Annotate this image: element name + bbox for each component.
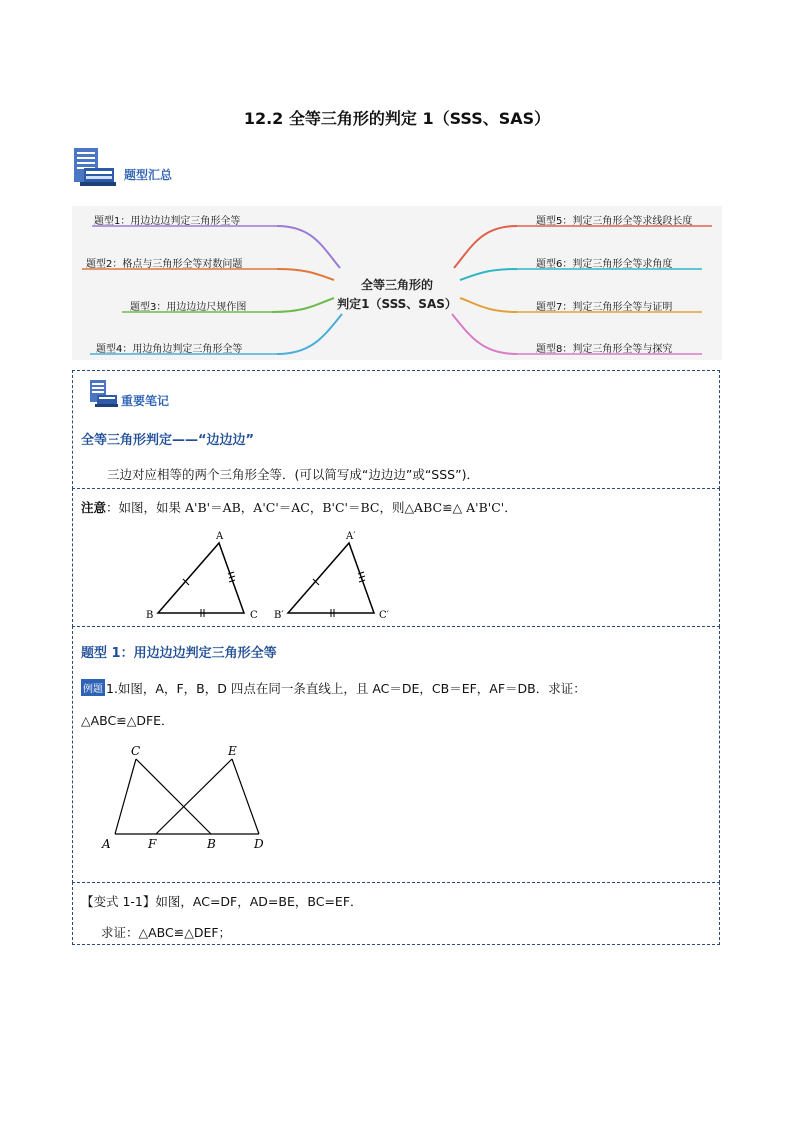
type1-box bbox=[72, 626, 720, 883]
fig3-label-a: A bbox=[102, 837, 111, 851]
fig1-label-b: B bbox=[146, 610, 154, 621]
congruent-triangles-figure bbox=[143, 529, 403, 621]
collinear-points-figure bbox=[101, 741, 276, 853]
variant-box bbox=[72, 882, 720, 945]
fig3-label-f: F bbox=[148, 837, 157, 851]
mind-map-center-line1: 全等三角形的 bbox=[360, 278, 433, 292]
mind-map-item-type3: 题型3：用边边边尺规作图 bbox=[130, 302, 247, 313]
book-stack-icon bbox=[72, 146, 118, 188]
notes-header bbox=[89, 379, 199, 409]
variant-line1: 【变式 1-1】如图，AC=DF，AD=BE，BC=EF． bbox=[81, 894, 363, 909]
fig2-label-c: C′ bbox=[379, 610, 389, 621]
fig3-label-c: C bbox=[131, 744, 141, 758]
book-stack-icon bbox=[89, 379, 119, 409]
attention-prefix: 注意 bbox=[81, 500, 107, 515]
mind-map-center-line2: 判定1（SSS、SAS） bbox=[337, 297, 457, 311]
fig3-label-b: B bbox=[207, 837, 216, 851]
fig3-label-e: E bbox=[228, 744, 237, 758]
type1-heading: 题型 1：用边边边判定三角形全等 bbox=[81, 646, 277, 661]
section-header-summary bbox=[72, 146, 212, 188]
mind-map-item-type1: 题型1：用边边边判定三角形全等 bbox=[94, 216, 241, 227]
mind-map bbox=[72, 206, 722, 360]
notes-label: 重要笔记 bbox=[121, 394, 170, 408]
fig2-label-b: B′ bbox=[274, 610, 284, 621]
notes-box bbox=[72, 370, 720, 489]
notes-heading: 全等三角形判定——“边边边” bbox=[81, 433, 255, 448]
mind-map-item-type6: 题型6：判定三角形全等求角度 bbox=[536, 259, 673, 270]
fig1-label-c: C bbox=[250, 610, 258, 621]
fig2-label-a: A′ bbox=[346, 531, 356, 542]
attention-box bbox=[72, 488, 720, 627]
attention-line bbox=[81, 498, 517, 516]
fig1-label-a: A bbox=[216, 531, 224, 542]
type1-problem-line1 bbox=[81, 679, 586, 697]
mind-map-center bbox=[322, 276, 472, 314]
mind-map-item-type2: 题型2：格点与三角形全等对数问题 bbox=[86, 259, 243, 270]
type1-problem-text: 1.如图，A，F，B，D 四点在同一条直线上，且 AC＝DE，CB＝EF，AF＝DB．求证： bbox=[106, 681, 586, 696]
mind-map-item-type5: 题型5：判定三角形全等求线段长度 bbox=[536, 216, 693, 227]
example-badge: 例题 bbox=[81, 679, 105, 696]
attention-text: ：如图，如果 A'B'＝AB，A'C'＝AC，B'C'＝BC，则△ABC≌△ A'B'C'． bbox=[106, 500, 517, 515]
fig3-label-d: D bbox=[254, 837, 264, 851]
variant-line2: 求证：△ABC≌△DEF； bbox=[101, 925, 232, 940]
mind-map-item-type8: 题型8：判定三角形全等与探究 bbox=[536, 344, 673, 355]
mind-map-item-type7: 题型7：判定三角形全等与证明 bbox=[536, 302, 673, 313]
mind-map-item-type4: 题型4：用边角边判定三角形全等 bbox=[96, 344, 243, 355]
notes-text: 三边对应相等的两个三角形全等．(可以简写成“边边边”或“SSS”)． bbox=[107, 467, 479, 482]
page-title: 12.2 全等三角形的判定 1（SSS、SAS） bbox=[243, 109, 551, 128]
type1-problem-line2: △ABC≌△DFE． bbox=[81, 713, 174, 728]
section-header-label: 题型汇总 bbox=[124, 168, 173, 182]
